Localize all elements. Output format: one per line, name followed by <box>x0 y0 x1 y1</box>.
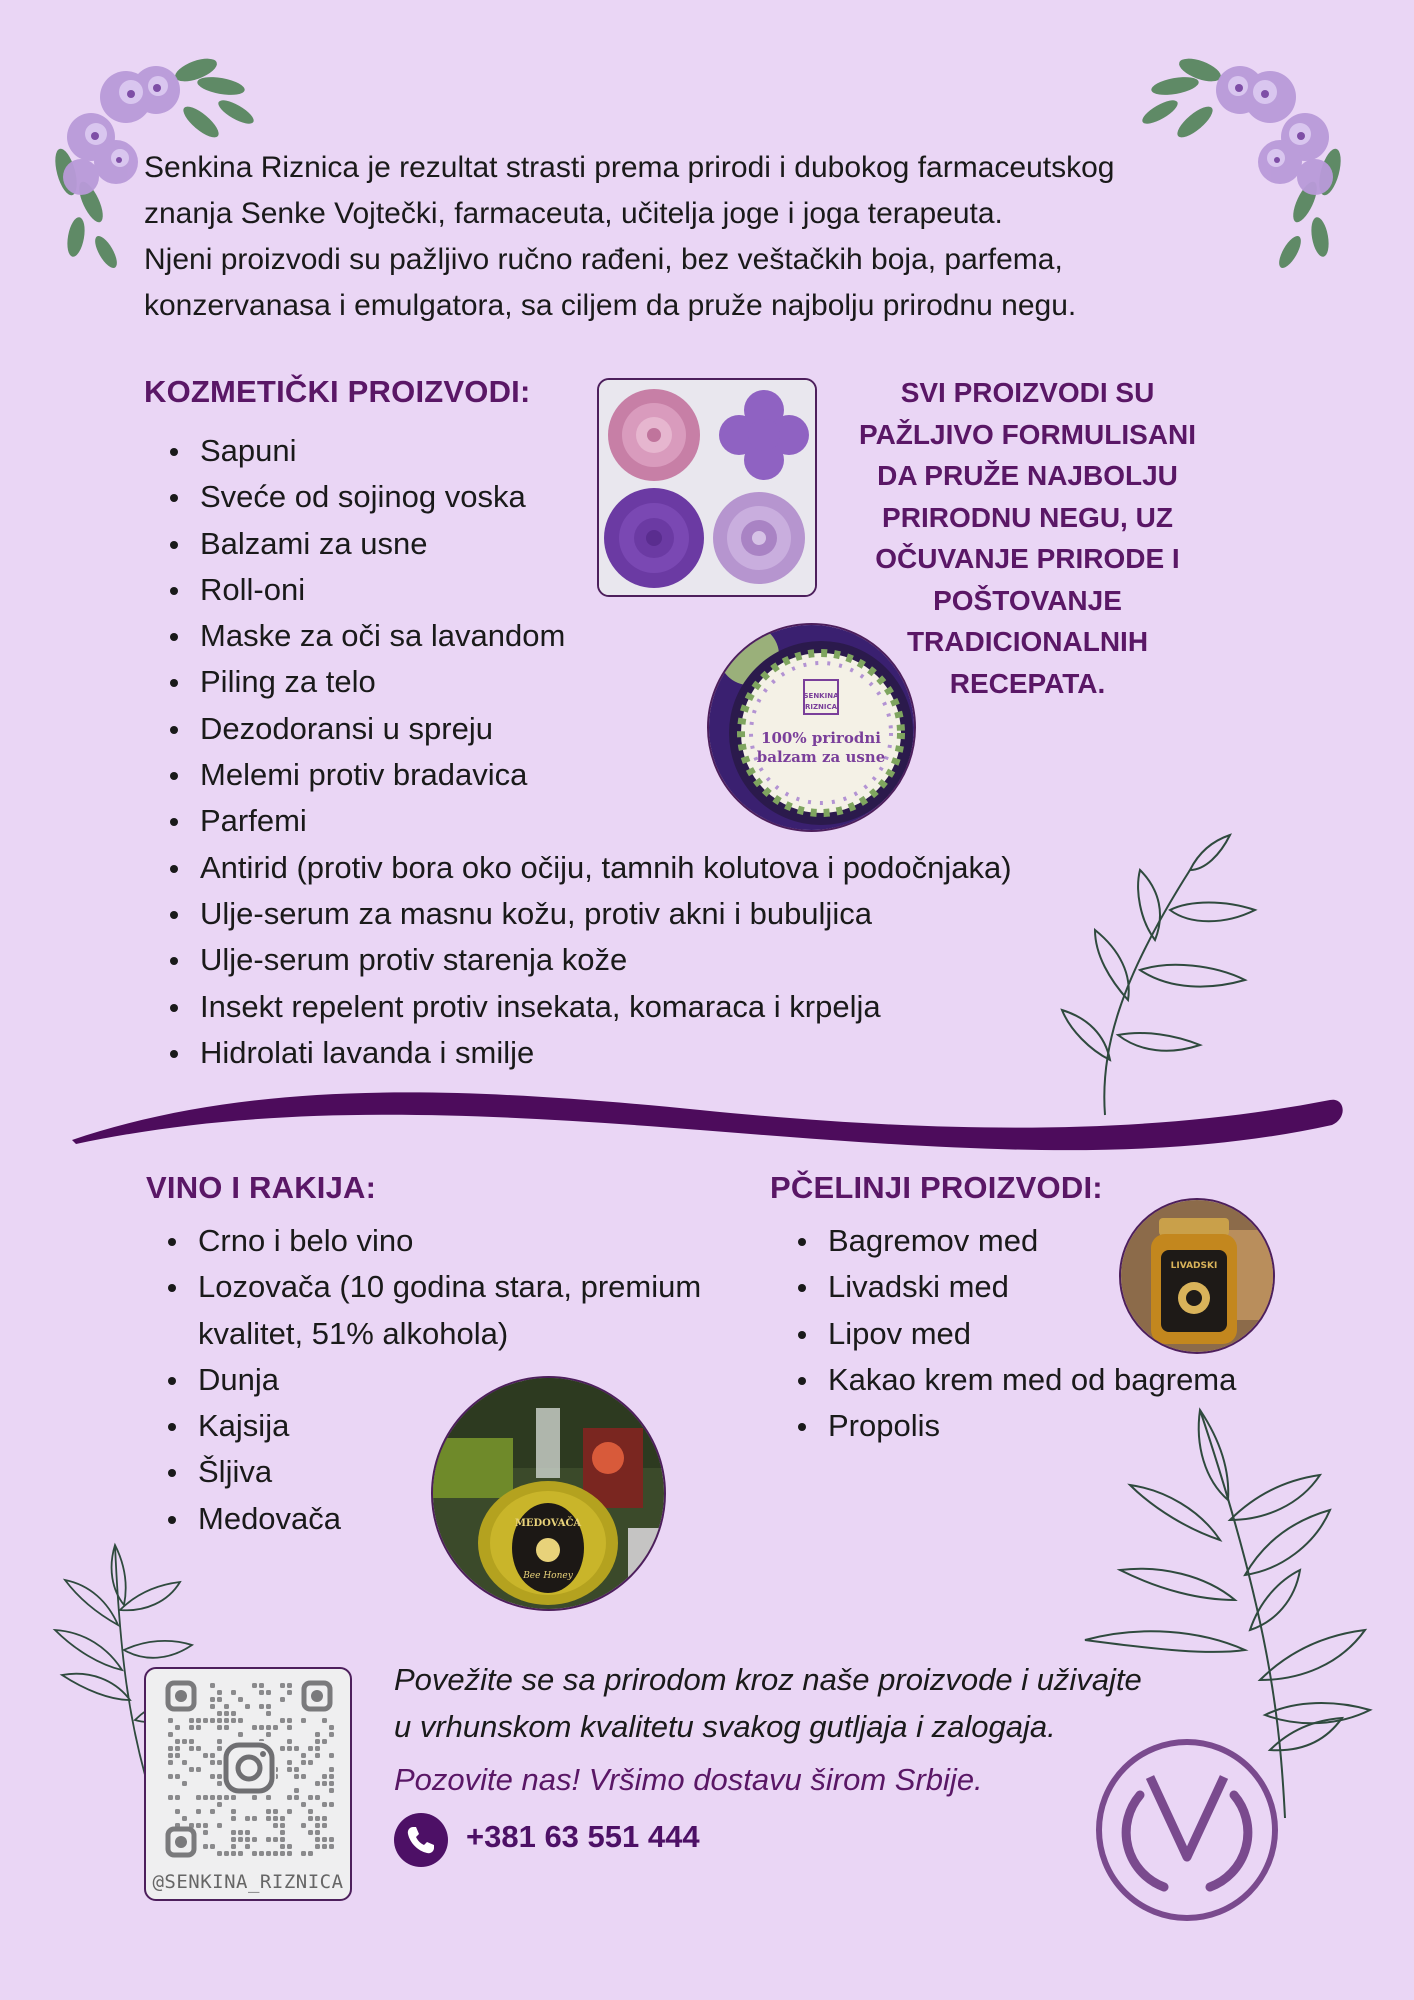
balm-label-line: balzam za usne <box>756 748 886 766</box>
list-item: Melemi protiv bradavica <box>144 752 1104 798</box>
list-item: Propolis <box>772 1403 1372 1449</box>
jar-label: LIVADSKI <box>1170 1261 1218 1271</box>
list-item: Livadski med <box>772 1264 1372 1310</box>
callout-line: TRADICIONALNIH <box>906 626 1149 657</box>
tagline <box>394 1656 1244 1750</box>
list-item: Antirid (protiv bora oko očiju, tamnih kolutova i podočnjaka) <box>144 845 1104 891</box>
list-item: Ulje-serum za masnu kožu, protiv akni i bubuljica <box>144 891 1104 937</box>
list-item: Maske za oči sa lavandom <box>144 613 1104 659</box>
wave-divider <box>0 1070 1414 1170</box>
list-item: Kakao krem med od bagrema <box>772 1357 1372 1403</box>
list-item: Piling za telo <box>144 659 1104 705</box>
list-item: Lozovača (10 godina stara, premium kvalitet, 51% alkohola) <box>142 1264 782 1357</box>
list-item: Šljiva <box>142 1449 742 1495</box>
list-item: Sveće od sojinog voska <box>144 474 1104 520</box>
intro-line: Njeni proizvodi su pažljivo ručno rađeni, bez veštačkih boja, parfema, <box>144 243 1063 276</box>
list-item: Bagremov med <box>772 1218 1372 1264</box>
list-item: Crno i belo vino <box>142 1218 742 1264</box>
cosmetics-heading: KOZMETIČKI PROIZVODI: <box>144 374 531 409</box>
medovaca-photo <box>431 1376 666 1611</box>
phone-number[interactable]: +381 63 551 444 <box>466 1819 700 1854</box>
honey-jar-photo <box>1119 1198 1275 1354</box>
list-item: Kajsija <box>142 1403 742 1449</box>
list-item: Dezodoransi u spreju <box>144 706 1104 752</box>
callout-line: SVI PROIZVODI SU <box>900 377 1155 408</box>
callout-text <box>840 372 1215 704</box>
brand-logo-icon <box>1094 1737 1280 1923</box>
callout-line: POŠTOVANJE <box>933 584 1122 616</box>
list-item: Medovača <box>142 1496 742 1542</box>
list-item: Lipov med <box>772 1311 1372 1357</box>
instagram-handle: @SENKINA_RIZNICA <box>152 1871 344 1893</box>
instagram-qr-card[interactable] <box>144 1667 352 1901</box>
list-item: Hidrolati lavanda i smilje <box>144 1030 1104 1076</box>
phone-icon <box>394 1813 448 1867</box>
balm-brand-line: SENKINA <box>803 692 839 700</box>
list-item: Roll-oni <box>144 567 1104 613</box>
balm-brand-line: RIZNICA <box>804 703 838 711</box>
bottle-label-bottom: Bee Honey <box>523 1571 573 1581</box>
lip-balm-photo <box>707 623 916 832</box>
soaps-photo <box>597 378 817 597</box>
list-item: Sapuni <box>144 428 1104 474</box>
callout-line: PAŽLJIVO FORMULISANI <box>858 418 1197 450</box>
tagline-line: u vrhunskom kvalitetu svakog gutljaja i zalogaja. <box>394 1709 1056 1744</box>
callout-line: OČUVANJE PRIRODE I <box>875 543 1180 574</box>
list-item: Ulje-serum protiv starenja kože <box>144 937 1104 983</box>
list-item: Parfemi <box>144 798 1104 844</box>
callout-line: RECEPATA. <box>949 667 1106 699</box>
intro-line: Senkina Riznica je rezultat strasti prema prirodi i dubokog farmaceutskog <box>144 151 1115 184</box>
callout-line: DA PRUŽE NAJBOLJU <box>877 460 1178 491</box>
delivery-text: Pozovite nas! Vršimo dostavu širom Srbije. <box>394 1762 983 1797</box>
bee-heading: PČELINJI PROIZVODI: <box>770 1170 1103 1205</box>
intro-line: znanja Senke Vojtečki, farmaceuta, učitelja joge i joga terapeuta. <box>144 197 1003 230</box>
list-item: Balzami za usne <box>144 521 1104 567</box>
wine-heading: VINO I RAKIJA: <box>146 1170 377 1205</box>
callout-line: PRIRODNU NEGU, UZ <box>882 501 1173 533</box>
list-item: Insekt repelent protiv insekata, komaraca i krpelja <box>144 984 1104 1030</box>
list-item: Dunja <box>142 1357 742 1403</box>
tagline-line: Povežite se sa prirodom kroz naše proizvode i uživajte <box>394 1662 1142 1697</box>
balm-label-line: 100% prirodni <box>761 729 881 747</box>
intro-line: konzervanasa i emulgatora, sa ciljem da pruže najbolju prirodnu negu. <box>144 289 1077 322</box>
intro-paragraph <box>144 145 1264 329</box>
bottle-label-top: MEDOVAČA <box>514 1518 582 1529</box>
